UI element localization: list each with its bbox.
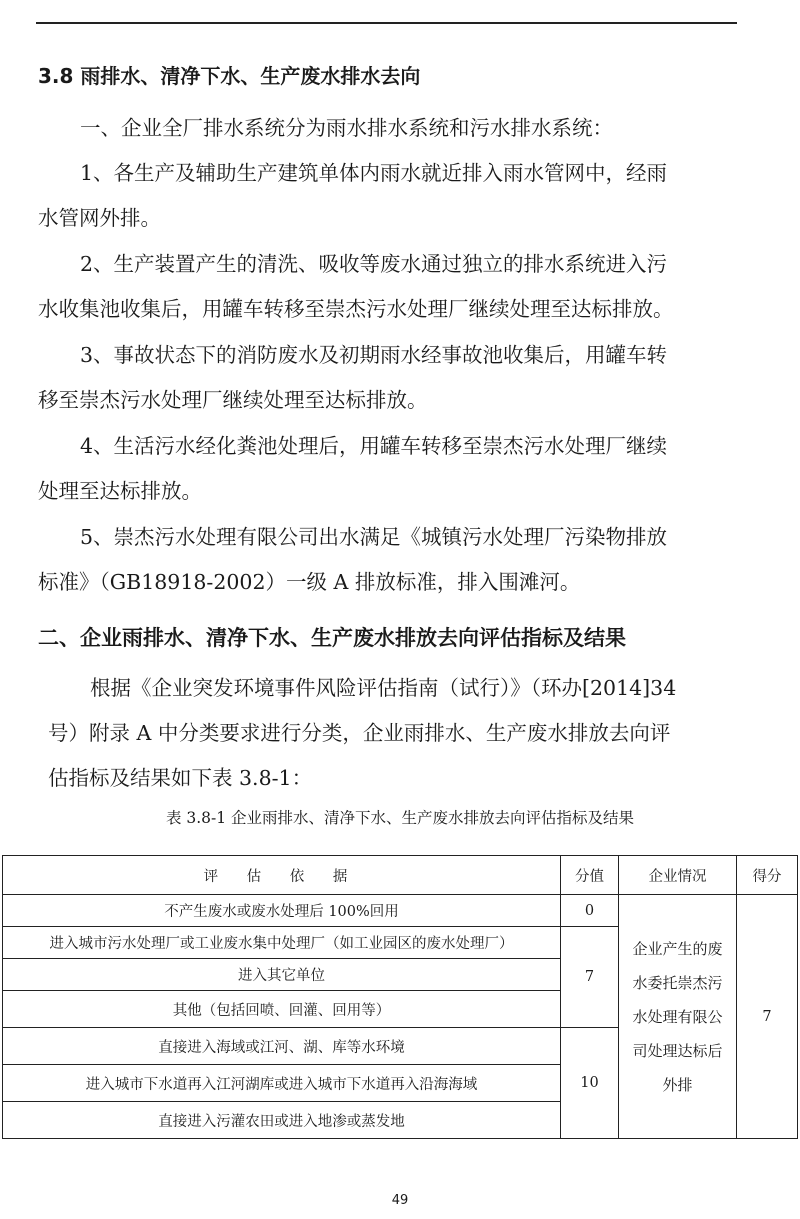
paragraph-line: 3、事故状态下的消防废水及初期雨水经事故池收集后，用罐车转	[80, 343, 668, 367]
body-paragraph	[38, 333, 738, 423]
body-paragraph	[38, 106, 738, 151]
basis-cell: 进入其它单位	[3, 959, 561, 991]
header-basis: 评 估 依 据	[3, 856, 561, 895]
status-line: 外排	[662, 1075, 693, 1094]
paragraph-line: 水管网外排。	[38, 206, 161, 230]
intro-text	[38, 666, 738, 801]
status-line: 企业产生的废	[632, 939, 723, 958]
evaluation-table	[2, 855, 798, 1139]
table-row	[3, 895, 798, 927]
table-caption: 表 3.8-1 企业雨排水、清净下水、生产废水排放去向评估指标及结果	[165, 809, 635, 827]
score-cell: 7	[561, 927, 619, 1028]
paragraph-line: 移至崇杰污水处理厂继续处理至达标排放。	[38, 388, 428, 412]
basis-cell: 不产生废水或废水处理后 100%回用	[3, 895, 561, 927]
score-cell: 10	[561, 1028, 619, 1139]
basis-cell: 进入城市下水道再入江河湖库或进入城市下水道再入沿海海域	[3, 1065, 561, 1102]
intro-line: 根据《企业突发环境事件风险评估指南（试行）》（环办[2014]34	[90, 676, 677, 700]
paragraph-line: 5、崇杰污水处理有限公司出水满足《城镇污水处理厂污染物排放	[80, 525, 668, 549]
status-line: 水委托崇杰污	[632, 973, 723, 992]
body-paragraph	[38, 424, 738, 514]
status-line: 司处理达标后	[632, 1041, 723, 1060]
intro-line: 估指标及结果如下表 3.8-1：	[48, 766, 313, 790]
basis-cell: 其他（包括回喷、回灌、回用等）	[3, 991, 561, 1028]
body-paragraph	[38, 151, 738, 241]
status-line: 水处理有限公	[632, 1007, 723, 1026]
paragraph-line: 4、生活污水经化粪池处理后，用罐车转移至崇杰污水处理厂继续	[80, 434, 668, 458]
score-cell: 0	[561, 895, 619, 927]
paragraph-line: 一、企业全厂排水系统分为雨水排水系统和污水排水系统：	[80, 116, 613, 140]
table-header-row	[3, 856, 798, 895]
basis-cell: 直接进入污灌农田或进入地渗或蒸发地	[3, 1102, 561, 1139]
status-cell	[619, 895, 737, 1139]
body-paragraph	[38, 515, 738, 605]
header-result: 得分	[737, 856, 798, 895]
paragraph-line: 处理至达标排放。	[38, 479, 202, 503]
paragraph-line: 水收集池收集后，用罐车转移至崇杰污水处理厂继续处理至达标排放。	[38, 297, 674, 321]
paragraph-line: 1、各生产及辅助生产建筑单体内雨水就近排入雨水管网中，经雨	[80, 161, 668, 185]
body-paragraph	[38, 242, 738, 332]
section-title: 3.8 雨排水、清净下水、生产废水排水去向	[38, 64, 421, 88]
basis-cell: 进入城市污水处理厂或工业废水集中处理厂（如工业园区的废水处理厂）	[3, 927, 561, 959]
subheading: 二、企业雨排水、清净下水、生产废水排放去向评估指标及结果	[38, 626, 626, 650]
basis-cell: 直接进入海域或江河、湖、库等水环境	[3, 1028, 561, 1065]
page-number: 49	[391, 1193, 409, 1208]
header-rule	[36, 22, 737, 24]
paragraph-line: 标准》（GB18918-2002）一级 A 排放标准，排入围滩河。	[38, 570, 581, 594]
paragraph-line: 2、生产装置产生的清洗、吸收等废水通过独立的排水系统进入污	[80, 252, 668, 276]
header-status: 企业情况	[619, 856, 737, 895]
header-score: 分值	[561, 856, 619, 895]
result-cell: 7	[737, 895, 798, 1139]
intro-line: 号）附录 A 中分类要求进行分类，企业雨排水、生产废水排放去向评	[48, 721, 671, 745]
